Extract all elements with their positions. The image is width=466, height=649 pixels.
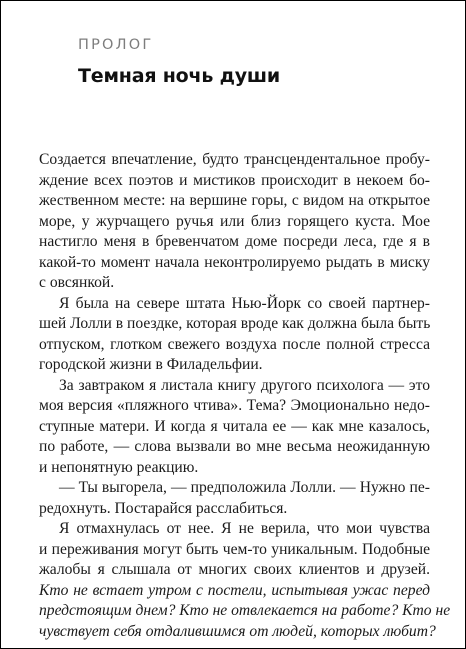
text-line: с овсянкой. (39, 274, 115, 291)
text-line: шей Лолли в поездке, которая вроде как должна была быть (39, 315, 431, 332)
text-line: Создается впечатление, будто трансцендентальное пробу- (39, 151, 430, 168)
text-line: редохнуть. Постарайся расслабиться. (39, 499, 288, 517)
text-line: За завтраком я листала книгу другого психолога — это (59, 376, 430, 394)
text-line: моя версия «пляжного чтива». Тема? Эмоционально недо- (39, 397, 430, 414)
text-line: какой-то момент начала неконтролируемо рыдать в миску (39, 253, 430, 271)
text-line: и непонятную реакцию. (39, 458, 199, 476)
paragraph (39, 519, 451, 642)
paragraph (39, 294, 430, 376)
italic-text-line: Кто не встает утром с постели, испытывая ужас перед (39, 581, 430, 599)
text-line: городской жизни в Филадельфии. (39, 356, 263, 373)
italic-text-line: чувствует себя отдалившимся от людей, которых любит? (39, 622, 436, 640)
text-line: настигло меня в бревенчатом доме посреди леса, где я в (39, 233, 430, 250)
paragraph (39, 150, 430, 294)
text-line: по работе, — слова вызвали во мне весьма неожиданную (39, 438, 430, 455)
text-line: Я отмахнулась от нее. Я не верила, что мои чувства (59, 520, 430, 537)
text-line: и переживания могут быть чем-то уникальным. Подобные (39, 540, 430, 558)
chapter-title: Темная ночь души (78, 65, 281, 87)
italic-text-line: предстоящим днем? Кто не отвлекается на работе? Кто не (39, 602, 451, 619)
book-page (1, 1, 465, 648)
section-label: ПРОЛОГ (78, 37, 154, 53)
text-line: ступные матери. И когда я читала ее — как мне казалось, (39, 417, 430, 435)
text-line: море, у журчащего ручья или близ горящего куста. Мое (39, 212, 430, 230)
body-text (39, 150, 451, 642)
text-line: отпуском, глотком свежего воздуха после полной стресса (39, 335, 430, 353)
text-line: — Ты выгорела, — предположила Лолли. — Нужно пе- (59, 479, 430, 496)
paragraph (39, 376, 430, 479)
paragraph (39, 478, 430, 519)
text-line: Я была на севере штата Нью-Йорк со своей партнер- (59, 294, 430, 312)
text-line: жалобы я слышала от многих своих клиентов и друзей. (39, 561, 430, 578)
text-line: ждение всех поэтов и мистиков происходит в некоем бо- (39, 171, 430, 189)
text-line: жественном месте: на вершине горы, с видом на открытое (39, 192, 430, 209)
